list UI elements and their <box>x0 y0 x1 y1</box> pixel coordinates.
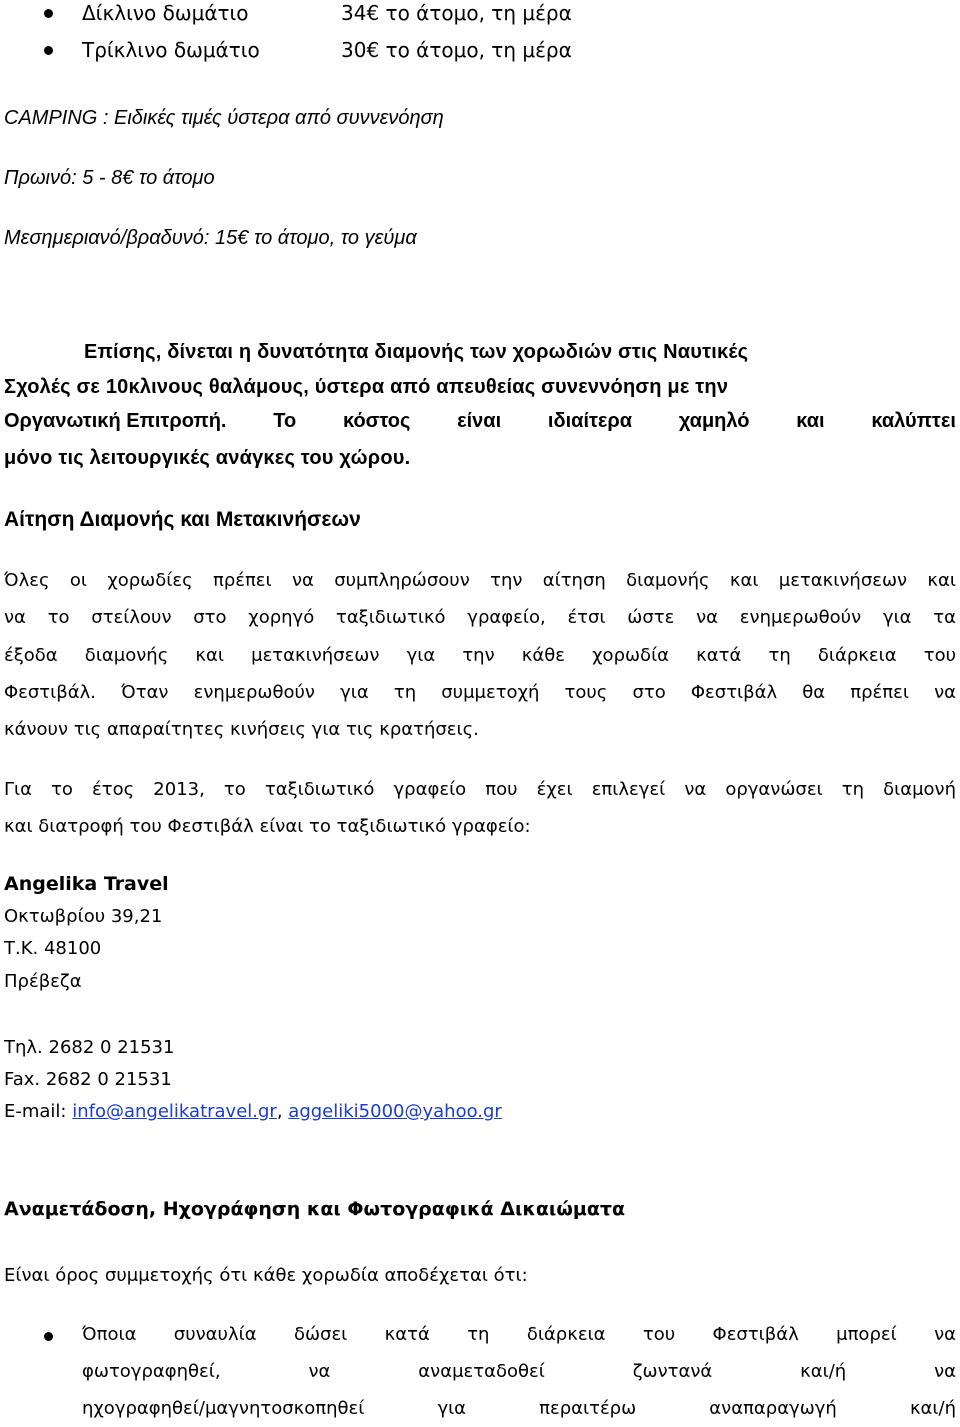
word: και <box>796 410 825 432</box>
meal-price: Μεσημεριανό/βραδυνό: 15€ το άτομο, το γεύμα <box>4 227 417 249</box>
agency-city: Πρέβεζα <box>4 971 82 992</box>
agency-fax: Fax. 2682 0 21531 <box>4 1069 172 1090</box>
room-price: 30€ το άτομο, τη μέρα <box>341 38 572 62</box>
agency-street: Οκτωβρίου 39,21 <box>4 906 163 927</box>
paragraph-line: Σχολές σε 10κλινους θαλάμους, ύστερα από απευθείας συνεννόηση με την <box>4 376 729 398</box>
room-type: Δίκλινο δωμάτιο <box>82 1 249 25</box>
paragraph-line: μόνο τις λειτουργικές ανάγκες του χώρου. <box>4 447 411 469</box>
word: καλύπτει <box>871 410 956 432</box>
email-link-secondary[interactable]: aggeliki5000@yahoo.gr <box>288 1101 502 1122</box>
paragraph-line: και διατροφή του Φεστιβάλ είναι το ταξιδιωτικό γραφείο: <box>4 816 531 837</box>
breakfast-price: Πρωινό: 5 - 8€ το άτομο <box>4 167 215 189</box>
email-separator: , <box>276 1101 289 1122</box>
word: χαμηλό <box>678 410 750 432</box>
agency-postcode: Τ.Κ. 48100 <box>4 938 102 959</box>
line-text: Όλες οι χορωδίες πρέπει να συμπληρώσουν την αίτηση διαμονής και μετακινήσεων και <box>4 570 956 591</box>
room-type: Τρίκλινο δωμάτιο <box>82 38 260 62</box>
line-text: Για το έτος 2013, το ταξιδιωτικό γραφείο που έχει επιλεγεί να οργανώσει τη διαμονή <box>4 779 956 800</box>
paragraph-line <box>4 410 956 433</box>
email-link-primary[interactable]: info@angelikatravel.gr <box>72 1101 277 1122</box>
paragraph-line: Επίσης, δίνεται η δυνατότητα διαμονής των χορωδιών στις Ναυτικές <box>84 341 749 363</box>
paragraph-line <box>4 570 956 591</box>
rights-heading: Αναμετάδοση, Ηχογράφηση και Φωτογραφικά Δικαιώματα <box>4 1198 626 1220</box>
bullet-icon <box>44 1332 53 1341</box>
paragraph-line <box>4 607 956 628</box>
word: ιδιαίτερα <box>547 410 633 432</box>
agency-phone: Τηλ. 2682 0 21531 <box>4 1037 175 1058</box>
word: Το <box>273 410 297 432</box>
line-text: Φεστιβάλ. Όταν ενημερωθούν για τη συμμετοχή τους στο Φεστιβάλ θα πρέπει να <box>4 682 956 703</box>
paragraph-line <box>4 682 956 703</box>
line-text: φωτογραφηθεί, να αναμεταδοθεί ζωντανά και/ή να <box>82 1361 956 1382</box>
line-text: Όποια συναυλία δώσει κατά τη διάρκεια του Φεστιβάλ μπορεί να <box>82 1324 956 1345</box>
paragraph-line <box>4 779 956 800</box>
line-text: έξοδα διαμονής και μετακινήσεων για την κάθε χορωδία κατά τη διάρκεια του <box>4 645 956 666</box>
application-heading: Αίτηση Διαμονής και Μετακινήσεων <box>4 508 361 531</box>
email-label: E-mail: <box>4 1101 73 1122</box>
paragraph-line <box>82 1324 956 1345</box>
paragraph-line <box>82 1361 956 1382</box>
line-text: ηχογραφηθεί/μαγνητοσκοπηθεί για περαιτέρω αναπαραγωγή και/ή <box>82 1398 956 1419</box>
paragraph-line <box>82 1398 956 1419</box>
line-text: να το στείλουν στο χορηγό ταξιδιωτικό γραφείο, έτσι ώστε να ενημερωθούν για τα <box>4 607 956 628</box>
agency-email-line <box>4 1101 502 1122</box>
bullet-icon <box>44 9 53 18</box>
line-start: Οργανωτική Επιτροπή. <box>4 410 227 432</box>
word: κόστος <box>342 410 411 432</box>
bullet-icon <box>44 46 53 55</box>
agency-name: Angelika Travel <box>4 873 169 895</box>
room-price: 34€ το άτομο, τη μέρα <box>341 1 572 25</box>
paragraph-line <box>4 645 956 666</box>
paragraph-line: κάνουν τις απαραίτητες κινήσεις για τις κρατήσεις. <box>4 719 479 740</box>
rights-intro: Είναι όρος συμμετοχής ότι κάθε χορωδία αποδέχεται ότι: <box>4 1265 528 1286</box>
camping-note: CAMPING : Ειδικές τιμές ύστερα από συννενόηση <box>4 107 444 129</box>
word: είναι <box>457 410 502 432</box>
